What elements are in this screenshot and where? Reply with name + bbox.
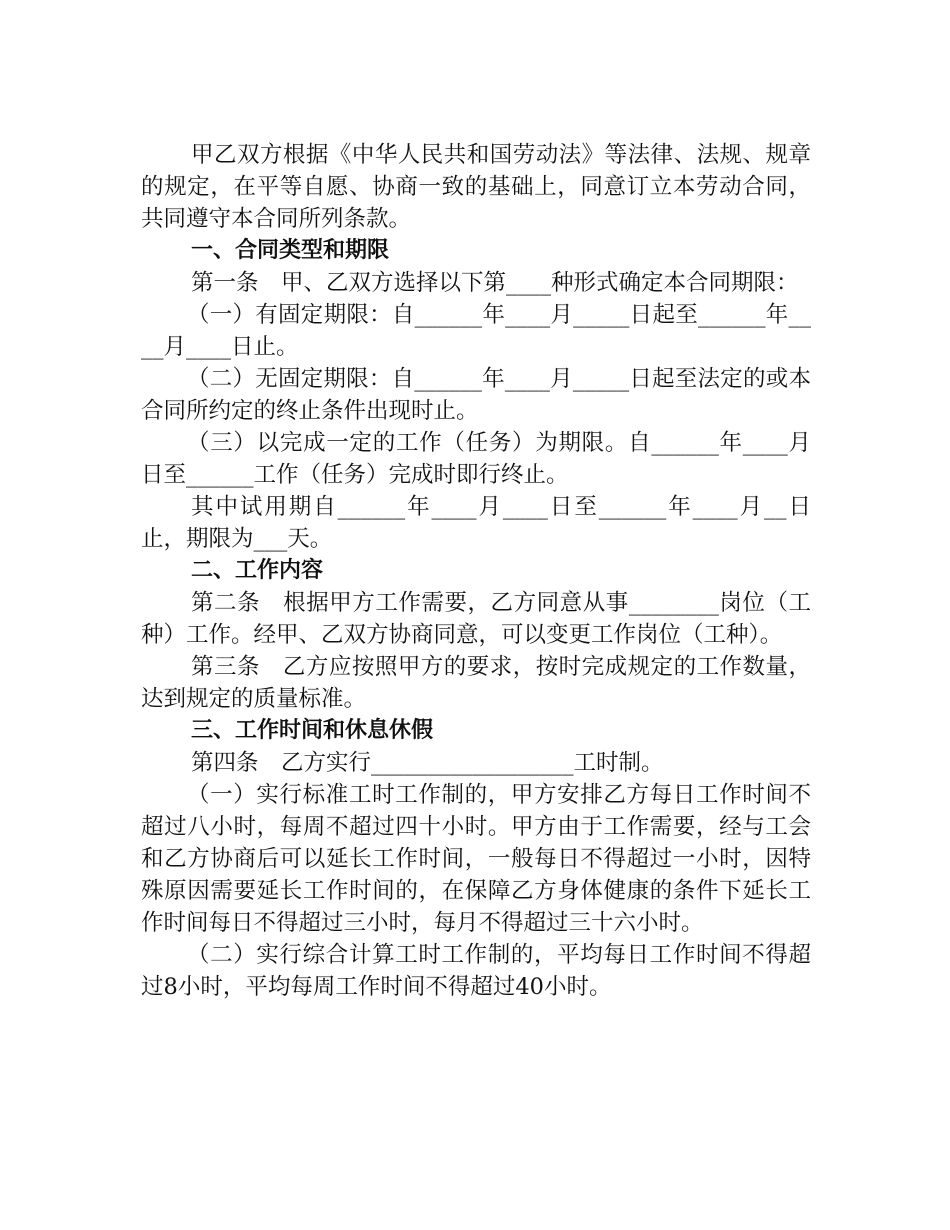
section-heading-work-content: 二、工作内容 bbox=[191, 558, 324, 583]
clause-fixed-term-paragraph: （一）有固定期限：自______年____月_____日起至______年____月____日止。 bbox=[141, 302, 811, 360]
probation-paragraph: 其中试用期自______年____月____日至______年____月__日止，期限为___天。 bbox=[141, 494, 811, 552]
article-2-paragraph: 第二条 根据甲方工作需要，乙方同意从事________岗位（工种）工作。经甲、乙双方协商同意，可以变更工作岗位（工种）。 bbox=[141, 590, 811, 648]
article-3-paragraph: 第三条 乙方应按照甲方的要求，按时完成规定的工作数量，达到规定的质量标准。 bbox=[141, 654, 811, 712]
clause-open-term-paragraph: （二）无固定期限：自______年____月_____日起至法定的或本合同所约定的终止条件出现时止。 bbox=[141, 366, 811, 424]
section-heading-work-hours: 三、工作时间和休息休假 bbox=[191, 718, 434, 743]
clause-task-term-paragraph: （三）以完成一定的工作（任务）为期限。自______年____月日至______工作（任务）完成时即行终止。 bbox=[141, 430, 811, 488]
preamble-paragraph: 甲乙双方根据《中华人民共和国劳动法》等法律、法规、规章的规定，在平等自愿、协商一致的基础上，同意订立本劳动合同，共同遵守本合同所列条款。 bbox=[141, 142, 811, 232]
section-heading-contract-type: 一、合同类型和期限 bbox=[191, 238, 390, 263]
article-4-paragraph: 第四条 乙方实行__________________工时制。 bbox=[191, 750, 664, 776]
article-1-paragraph: 第一条 甲、乙双方选择以下第____种形式确定本合同期限： bbox=[191, 270, 799, 296]
document-body bbox=[141, 139, 811, 1003]
clause-comprehensive-hours-paragraph: （二）实行综合计算工时工作制的，平均每日工作时间不得超过8小时，平均每周工作时间不得超过40小时。 bbox=[141, 942, 811, 1000]
clause-standard-hours-paragraph: （一）实行标准工时工作制的，甲方安排乙方每日工作时间不超过八小时，每周不超过四十小时。甲方由于工作需要，经与工会和乙方协商后可以延长工作时间，一般每日不得超过一小时，因特殊原因需要延长工作时间的，在保障乙方身体健康的条件下延长工作时间每日不得超过三小时，每月不得超过三十六小时。 bbox=[141, 782, 811, 936]
